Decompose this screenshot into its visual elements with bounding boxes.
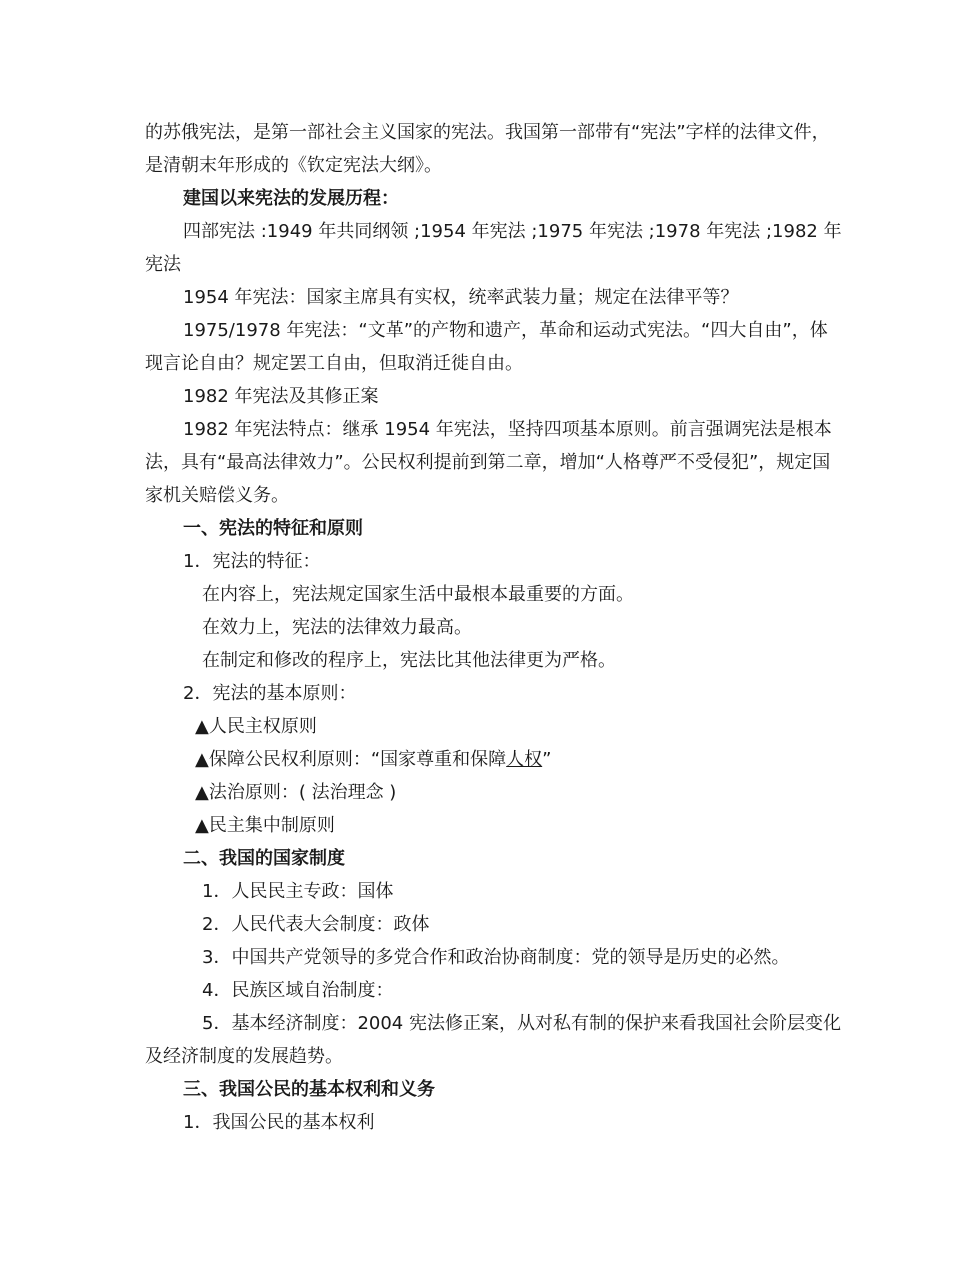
document-body: [145, 116, 845, 1139]
subheading-basic-principles: 2．宪法的基本原则：: [183, 683, 357, 704]
paragraph-1982-features: 1982 年宪法特点：继承 1954 年宪法，坚持四项基本原则。前言强调宪法是根本法，具有“最高法律效力”。公民权利提前到第二章，增加“人格尊严不受侵犯”，规定国家机关赔偿义务。: [145, 419, 832, 506]
list-item-state-system: 3．中国共产党领导的多党合作和政治协商制度：党的领导是历史的必然。: [202, 947, 790, 968]
list-item-feature: 在制定和修改的程序上，宪法比其他法律更为严格。: [202, 650, 616, 671]
list-item-feature: 在效力上，宪法的法律效力最高。: [202, 617, 472, 638]
paragraph-four-constitutions: 四部宪法 :1949 年共同纲领 ;1954 年宪法 ;1975 年宪法 ;1978 年宪法 ;1982 年宪法: [145, 221, 842, 275]
list-item-principle: ▲民主集中制原则: [195, 815, 335, 836]
heading-section-1: 一、宪法的特征和原则: [183, 518, 363, 539]
list-item-principle: ▲法治原则：( 法治理念 ): [195, 782, 397, 803]
heading-section-2: 二、我国的国家制度: [183, 848, 345, 869]
subheading-constitution-features: 1．宪法的特征：: [183, 551, 321, 572]
heading-constitution-history: 建国以来宪法的发展历程：: [183, 188, 399, 209]
paragraph-soviet-constitution: 的苏俄宪法，是第一部社会主义国家的宪法。我国第一部带有“宪法”字样的法律文件，是清朝末年形成的《钦定宪法大纲》。: [145, 122, 830, 176]
list-item-principle: ▲人民主权原则: [195, 716, 317, 737]
list-item-principle: [145, 743, 845, 776]
closing-quote: ”: [542, 749, 552, 770]
paragraph-1982-amendments-title: 1982 年宪法及其修正案: [183, 386, 379, 407]
list-item-state-system: 1．人民民主专政：国体: [202, 881, 394, 902]
paragraph-1975-1978-constitution: 1975/1978 年宪法：“文革”的产物和遗产，革命和运动式宪法。“四大自由”，体现言论自由？规定罢工自由，但取消迁徙自由。: [145, 320, 828, 374]
subheading-basic-rights: 1．我国公民的基本权利: [183, 1112, 375, 1133]
principle-text: ▲保障公民权利原则：“国家尊重和保障: [195, 749, 507, 770]
list-item-state-system: 4．民族区域自治制度：: [202, 980, 394, 1001]
list-item-feature: 在内容上，宪法规定国家生活中最根本最重要的方面。: [202, 584, 634, 605]
list-item-state-system: 2．人民代表大会制度：政体: [202, 914, 430, 935]
list-item-state-system: 5．基本经济制度：2004 宪法修正案，从对私有制的保护来看我国社会阶层变化及经济制度的发展趋势。: [145, 1013, 841, 1067]
paragraph-1954-constitution: 1954 年宪法：国家主席具有实权，统率武装力量；规定在法律平等？: [183, 287, 739, 308]
heading-section-3: 三、我国公民的基本权利和义务: [183, 1079, 435, 1100]
underlined-human-rights: 人权: [506, 749, 543, 770]
